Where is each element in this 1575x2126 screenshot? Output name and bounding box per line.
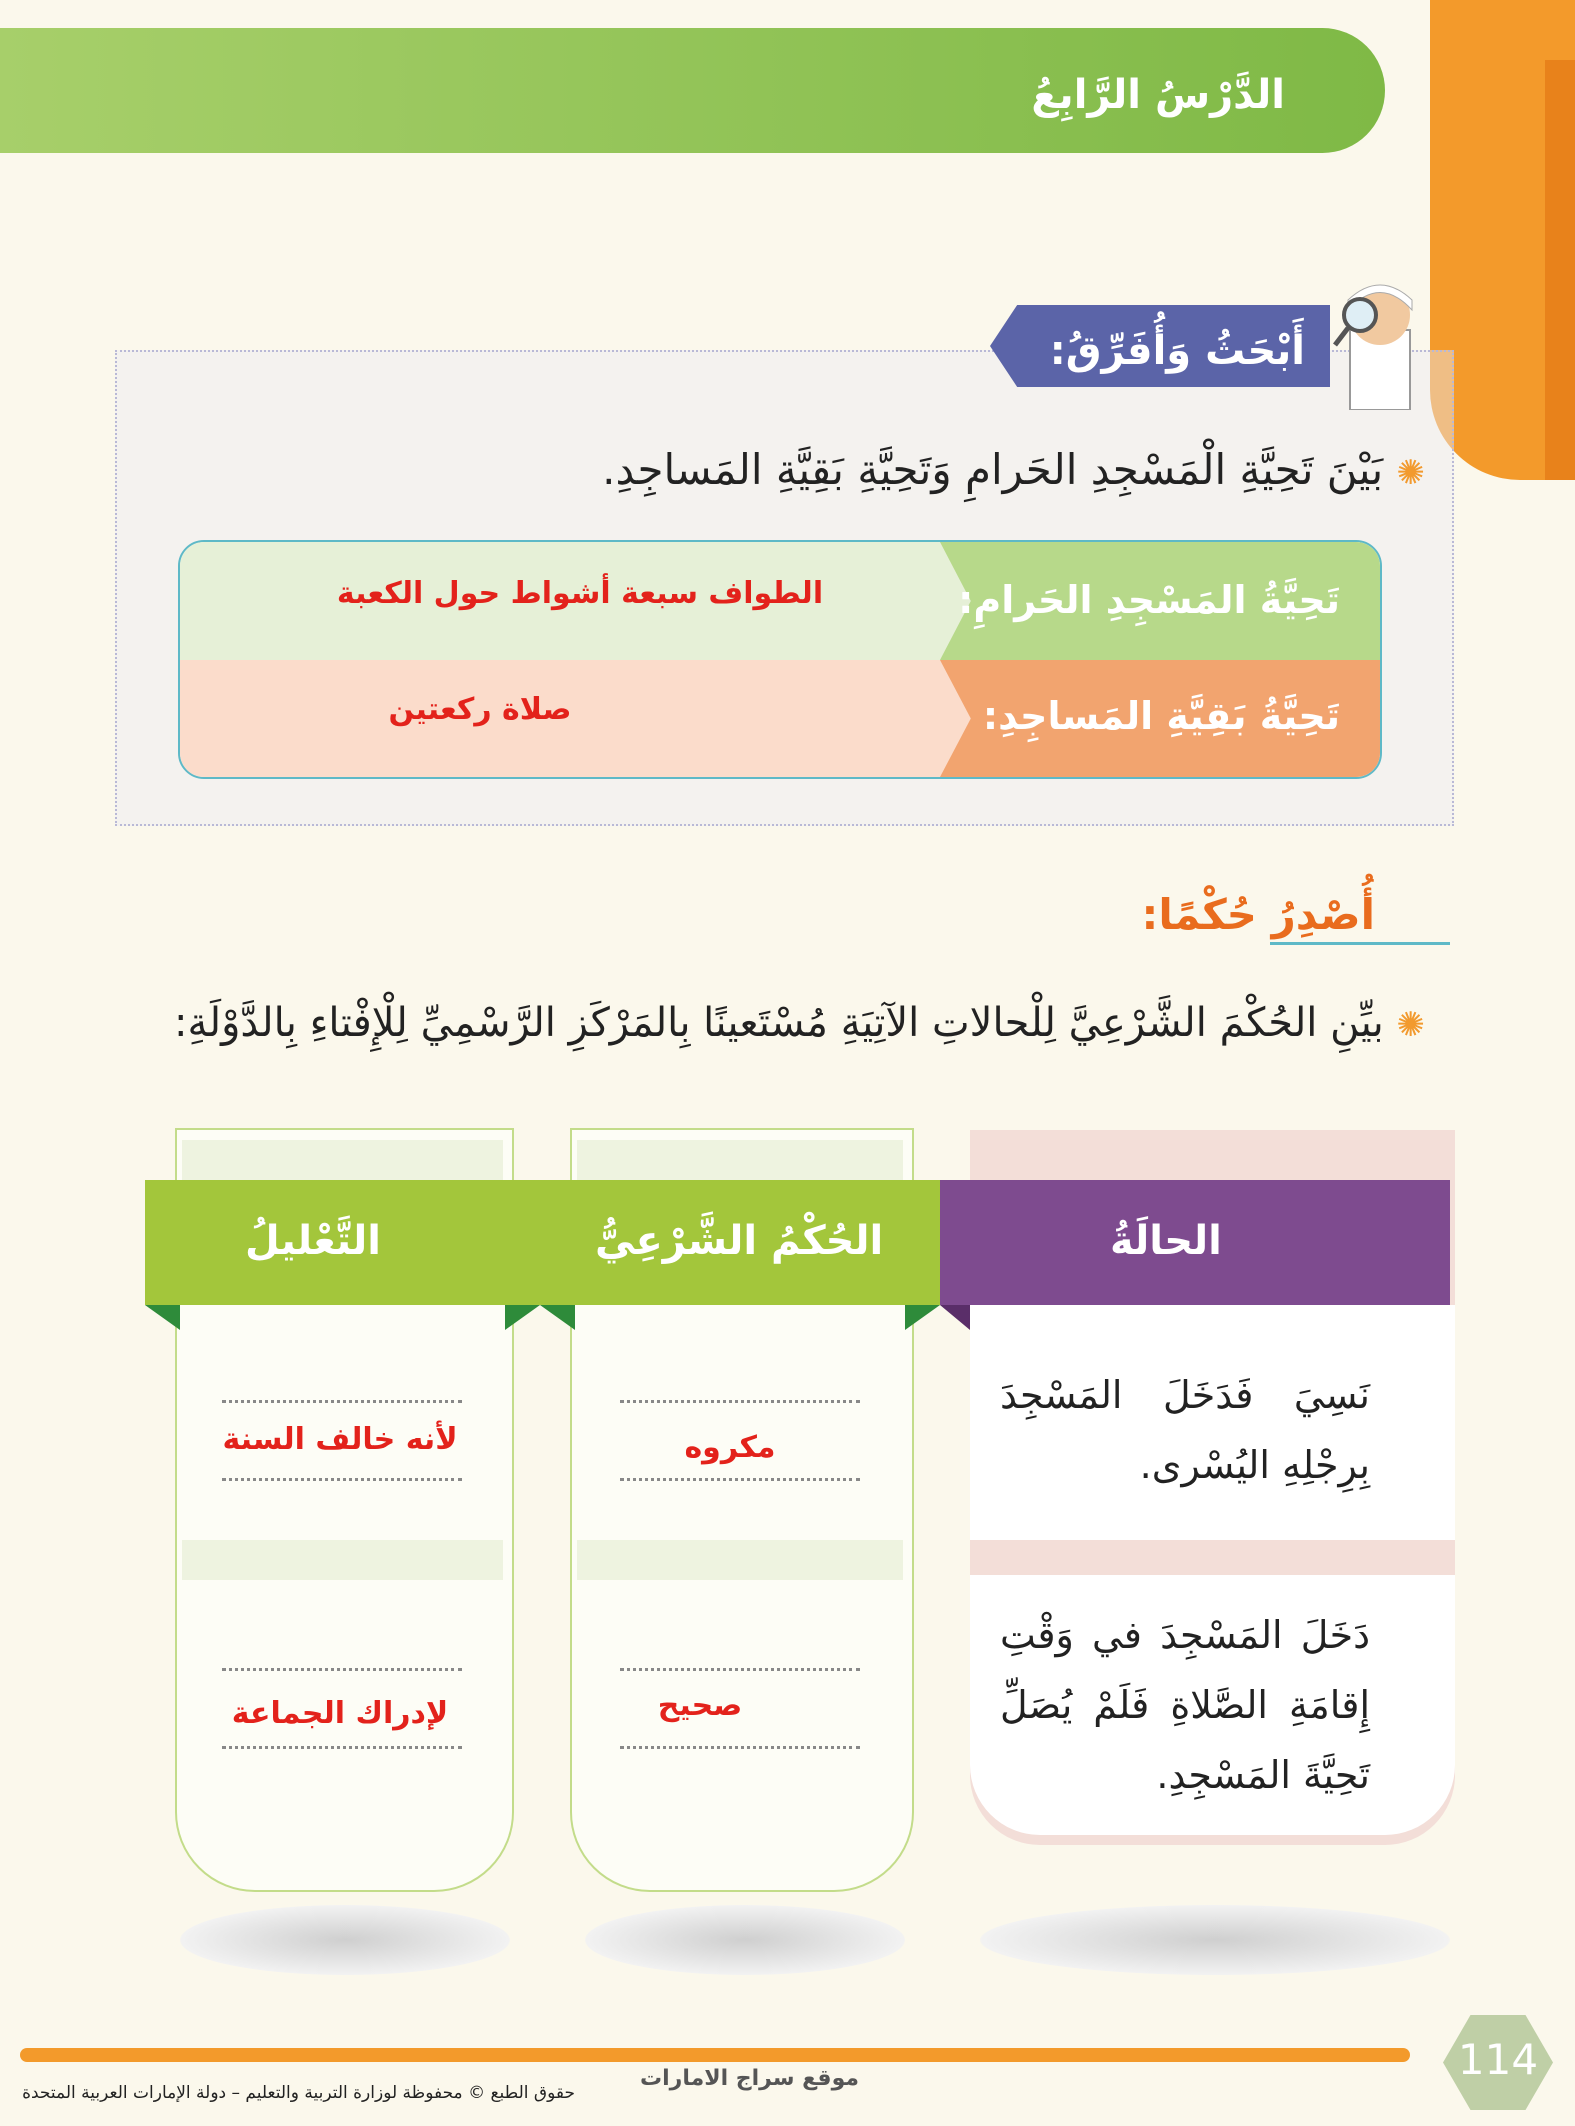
- case-text: دَخَلَ المَسْجِدَ في وَقْتِ إِقامَةِ الصَّلاةِ فَلَمْ يُصَلِّ تَحِيَّةَ المَسْجِدِ.: [1000, 1613, 1370, 1797]
- page-number: 114: [1457, 2035, 1539, 2084]
- judgment-question-text: بيِّنِ الحُكْمَ الشَّرْعِيَّ لِلْحالاتِ الآتِيَةِ مُسْتَعينًا بِالمَرْكَزِ الرَّسْمِيِّ لِلْإِفْتاءِ بِالدَّوْلَةِ:: [173, 1000, 1384, 1046]
- other-mosques-label: تَحِيَّةُ بَقِيَّةِ المَساجِدِ:: [982, 694, 1340, 738]
- column-stripe: [182, 1540, 503, 1580]
- ribbon-fold: [940, 1305, 970, 1330]
- side-decoration-stripe: [1545, 60, 1575, 480]
- answer-line: [222, 1668, 462, 1671]
- title-underline: [1270, 942, 1450, 945]
- column-stripe: [577, 1140, 903, 1180]
- case-text: نَسِيَ فَدَخَلَ المَسْجِدَ بِرِجْلِهِ اليُسْرى.: [1000, 1373, 1370, 1487]
- answer-line: [620, 1746, 860, 1749]
- other-mosques-answer: صلاة ركعتين: [388, 692, 572, 727]
- flower-bullet-icon: ✺: [1396, 453, 1425, 493]
- comparison-table: [178, 540, 1382, 779]
- answer-line: [620, 1400, 860, 1403]
- column-shadow: [980, 1905, 1450, 1975]
- lesson-title: الدَّرْسُ الرَّابِعُ: [1031, 72, 1285, 118]
- ribbon-fold: [905, 1305, 940, 1330]
- answer-line: [222, 1400, 462, 1403]
- haram-mosque-answer: الطواف سبعة أشواط حول الكعبة: [336, 576, 824, 611]
- case-header: الحالَةُ: [1110, 1218, 1222, 1264]
- research-question: [602, 445, 1425, 494]
- footer-line: [20, 2048, 1410, 2062]
- reason-header: التَّعْليلُ: [245, 1218, 381, 1264]
- research-label: أَبْحَثُ وَأُفَرِّقُ:: [1049, 328, 1305, 374]
- answer-line: [620, 1668, 860, 1671]
- column-stripe: [577, 1540, 903, 1580]
- student-magnifier-icon: [1320, 270, 1440, 410]
- answer-line: [620, 1478, 860, 1481]
- column-shadow: [585, 1905, 905, 1975]
- flower-bullet-icon: ✺: [1396, 1005, 1425, 1045]
- site-mark: موقع سراج الامارات: [640, 2066, 860, 2091]
- ruling-answer: صحيح: [657, 1688, 743, 1723]
- judgment-title: أُصْدِرُ حُكْمًا:: [1141, 890, 1375, 939]
- ribbon-fold: [540, 1305, 575, 1330]
- judgment-question: [174, 1000, 1425, 1046]
- copyright-text: حقوق الطبع © محفوظة لوزارة التربية والتعليم – دولة الإمارات العربية المتحدة: [22, 2083, 575, 2103]
- research-question-text: بَيْنَ تَحِيَّةِ الْمَسْجِدِ الحَرامِ وَتَحِيَّةِ بَقِيَّةِ المَساجِدِ.: [602, 445, 1384, 494]
- column-shadow: [180, 1905, 510, 1975]
- ruling-header: الحُكْمُ الشَّرْعِيُّ: [595, 1218, 884, 1264]
- answer-line: [222, 1746, 462, 1749]
- answer-line: [222, 1478, 462, 1481]
- haram-mosque-label: تَحِيَّةُ المَسْجِدِ الحَرامِ:: [958, 578, 1340, 622]
- reason-answer: لأنه خالف السنة: [222, 1422, 458, 1457]
- reason-answer: لإدراك الجماعة: [231, 1696, 449, 1731]
- ribbon-fold: [505, 1305, 540, 1330]
- ribbon-fold: [145, 1305, 180, 1330]
- column-stripe: [182, 1140, 503, 1180]
- ruling-answer: مكروه: [684, 1430, 776, 1465]
